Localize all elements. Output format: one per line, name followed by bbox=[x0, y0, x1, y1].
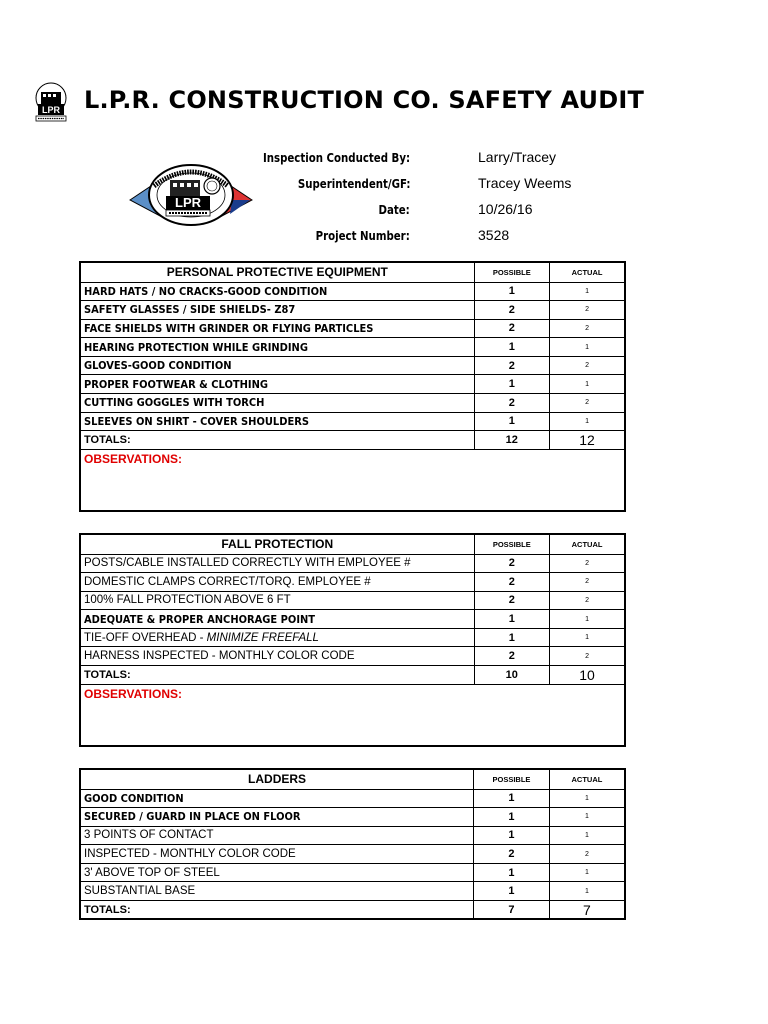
possible-value: 1 bbox=[474, 412, 550, 431]
table-row bbox=[80, 826, 625, 845]
possible-value: 2 bbox=[474, 845, 550, 864]
actual-value: 1 bbox=[550, 628, 625, 647]
possible-value: 2 bbox=[474, 301, 550, 320]
table-row bbox=[80, 394, 625, 413]
actual-value: 1 bbox=[549, 808, 625, 827]
actual-value: 1 bbox=[550, 412, 625, 431]
item-label-emphasis: MINIMIZE FREEFALL bbox=[206, 631, 319, 644]
ppe-table bbox=[79, 261, 626, 512]
ladders-title: LADDERS bbox=[80, 769, 474, 789]
table-row bbox=[80, 610, 625, 629]
table-row bbox=[80, 591, 625, 610]
possible-value: 1 bbox=[474, 863, 550, 882]
item-label-cell bbox=[80, 628, 474, 647]
actual-value: 1 bbox=[550, 610, 625, 629]
svg-text:LPR: LPR bbox=[175, 195, 201, 210]
item-label: SLEEVES ON SHIRT - COVER SHOULDERS bbox=[84, 414, 309, 428]
observations-row bbox=[80, 449, 625, 511]
actual-value: 2 bbox=[550, 647, 625, 666]
item-label: ADEQUATE & PROPER ANCHORAGE POINT bbox=[84, 612, 316, 626]
observations-row bbox=[80, 684, 625, 746]
table-row bbox=[80, 882, 625, 901]
actual-value: 1 bbox=[549, 789, 625, 808]
project-row bbox=[240, 223, 640, 243]
total-possible: 12 bbox=[474, 431, 550, 450]
possible-value: 2 bbox=[474, 394, 550, 413]
lpr-logo-small-icon bbox=[26, 80, 76, 124]
table-row bbox=[80, 319, 625, 338]
item-label: SAFETY GLASSES / SIDE SHIELDS- Z87 bbox=[84, 303, 296, 317]
item-label: HARNESS INSPECTED - MONTHLY COLOR CODE bbox=[80, 647, 474, 666]
possible-value: 1 bbox=[474, 338, 550, 357]
table-row bbox=[80, 301, 625, 320]
possible-value: 1 bbox=[474, 282, 550, 301]
project-value: 3528 bbox=[478, 227, 510, 243]
totals-label: TOTALS: bbox=[80, 431, 474, 450]
actual-header: ACTUAL bbox=[549, 769, 625, 789]
date-row bbox=[240, 197, 640, 217]
svg-text:LPR: LPR bbox=[42, 105, 60, 115]
item-label: 3 POINTS OF CONTACT bbox=[80, 826, 474, 845]
actual-value: 2 bbox=[550, 591, 625, 610]
actual-value: 1 bbox=[550, 282, 625, 301]
superintendent-row bbox=[240, 171, 640, 191]
item-label: GOOD CONDITION bbox=[84, 791, 184, 805]
table-row bbox=[80, 647, 625, 666]
possible-value: 2 bbox=[474, 573, 550, 592]
possible-value: 2 bbox=[474, 319, 550, 338]
item-label: PROPER FOOTWEAR & CLOTHING bbox=[84, 377, 269, 391]
inspection-row bbox=[240, 145, 640, 165]
ladders-header-row bbox=[80, 769, 625, 789]
item-label: TIE-OFF OVERHEAD - bbox=[84, 631, 207, 644]
item-label: DOMESTIC CLAMPS CORRECT/TORQ. EMPLOYEE # bbox=[80, 573, 474, 592]
date-value: 10/26/16 bbox=[478, 201, 533, 217]
table-row bbox=[80, 789, 625, 808]
total-actual: 7 bbox=[549, 901, 625, 920]
total-actual: 12 bbox=[550, 431, 625, 450]
actual-value: 2 bbox=[550, 573, 625, 592]
totals-label: TOTALS: bbox=[80, 901, 474, 920]
actual-value: 2 bbox=[550, 356, 625, 375]
inspection-value: Larry/Tracey bbox=[478, 149, 557, 165]
total-actual: 10 bbox=[550, 666, 625, 685]
totals-label: TOTALS: bbox=[80, 666, 474, 685]
table-row bbox=[80, 573, 625, 592]
possible-value: 1 bbox=[474, 826, 550, 845]
totals-row bbox=[80, 431, 625, 450]
possible-value: 1 bbox=[474, 789, 550, 808]
superintendent-value: Tracey Weems bbox=[478, 175, 572, 191]
total-possible: 10 bbox=[474, 666, 550, 685]
safety-training-logo-icon bbox=[126, 160, 256, 230]
table-row bbox=[80, 863, 625, 882]
table-row bbox=[80, 375, 625, 394]
ppe-title: PERSONAL PROTECTIVE EQUIPMENT bbox=[80, 262, 474, 282]
fall-header-row bbox=[80, 534, 625, 554]
actual-value: 1 bbox=[550, 338, 625, 357]
actual-value: 1 bbox=[549, 882, 625, 901]
possible-header: POSSIBLE bbox=[474, 769, 550, 789]
possible-value: 2 bbox=[474, 356, 550, 375]
inspection-label: Inspection Conducted By: bbox=[262, 151, 410, 165]
item-label: 3' ABOVE TOP OF STEEL bbox=[80, 863, 474, 882]
actual-value: 1 bbox=[550, 375, 625, 394]
observations-label: OBSERVATIONS: bbox=[80, 684, 625, 746]
actual-value: 2 bbox=[549, 845, 625, 864]
date-label: Date: bbox=[378, 203, 410, 217]
item-label: HEARING PROTECTION WHILE GRINDING bbox=[84, 340, 308, 354]
possible-value: 1 bbox=[474, 882, 550, 901]
item-label: 100% FALL PROTECTION ABOVE 6 FT bbox=[80, 591, 474, 610]
table-row bbox=[80, 412, 625, 431]
superintendent-label: Superintendent/GF: bbox=[297, 177, 410, 191]
possible-value: 1 bbox=[474, 375, 550, 394]
actual-value: 1 bbox=[549, 863, 625, 882]
table-row bbox=[80, 282, 625, 301]
actual-value: 2 bbox=[550, 301, 625, 320]
fall-title: FALL PROTECTION bbox=[80, 534, 474, 554]
item-label: GLOVES-GOOD CONDITION bbox=[84, 359, 232, 373]
possible-value: 2 bbox=[474, 647, 550, 666]
possible-value: 1 bbox=[474, 808, 550, 827]
possible-header: POSSIBLE bbox=[474, 534, 550, 554]
actual-value: 1 bbox=[549, 826, 625, 845]
item-label: FACE SHIELDS WITH GRINDER OR FLYING PARTICLES bbox=[84, 321, 374, 335]
item-label: POSTS/CABLE INSTALLED CORRECTLY WITH EMPLOYEE # bbox=[80, 554, 474, 573]
item-label: SECURED / GUARD IN PLACE ON FLOOR bbox=[84, 810, 301, 824]
table-row bbox=[80, 356, 625, 375]
totals-row bbox=[80, 901, 625, 920]
table-row bbox=[80, 554, 625, 573]
possible-value: 1 bbox=[474, 610, 550, 629]
project-label: Project Number: bbox=[315, 229, 410, 243]
actual-value: 2 bbox=[550, 554, 625, 573]
possible-value: 1 bbox=[474, 628, 550, 647]
table-row bbox=[80, 338, 625, 357]
item-label: SUBSTANTIAL BASE bbox=[80, 882, 474, 901]
possible-header: POSSIBLE bbox=[474, 262, 550, 282]
observations-label: OBSERVATIONS: bbox=[80, 449, 625, 511]
fall-protection-table bbox=[79, 533, 626, 747]
totals-row bbox=[80, 666, 625, 685]
table-row bbox=[80, 808, 625, 827]
actual-header: ACTUAL bbox=[550, 534, 625, 554]
actual-value: 2 bbox=[550, 394, 625, 413]
possible-value: 2 bbox=[474, 554, 550, 573]
actual-header: ACTUAL bbox=[550, 262, 625, 282]
ppe-header-row bbox=[80, 262, 625, 282]
ladders-table bbox=[79, 768, 626, 920]
table-row bbox=[80, 628, 625, 647]
page-title: L.P.R. CONSTRUCTION CO. SAFETY AUDIT bbox=[84, 86, 645, 114]
table-row bbox=[80, 845, 625, 864]
item-label: CUTTING GOGGLES WITH TORCH bbox=[84, 396, 265, 410]
item-label: INSPECTED - MONTHLY COLOR CODE bbox=[80, 845, 474, 864]
item-label: HARD HATS / NO CRACKS-GOOD CONDITION bbox=[84, 284, 328, 298]
actual-value: 2 bbox=[550, 319, 625, 338]
possible-value: 2 bbox=[474, 591, 550, 610]
total-possible: 7 bbox=[474, 901, 550, 920]
